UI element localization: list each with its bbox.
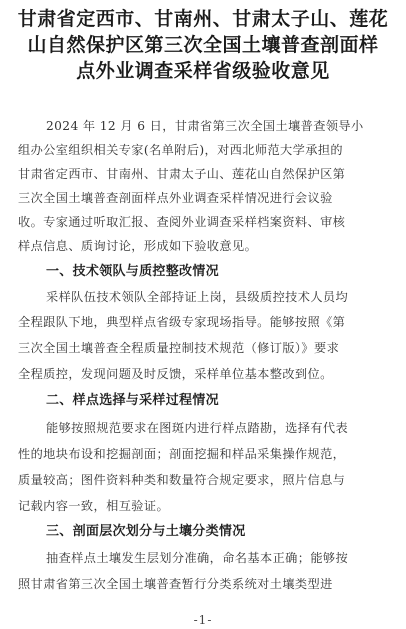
page-number: -1- (193, 613, 213, 627)
intro-line: 甘肃省定西市、甘南州、甘肃太子山、莲花山自然保护区第 (18, 167, 346, 181)
section-line: 照甘肃省第三次全国土壤普查暂行分类系统对土壤类型进 (18, 577, 333, 591)
intro-line: 组办公室组织相关专家(名单附后)，对西北师范大学承担的 (18, 143, 343, 157)
section-line: 三次全国土壤普查全程质量控制技术规范（修订版）》要求 (18, 341, 340, 355)
intro-line: 2024 年 12 月 6 日，甘肃省第三次全国土壤普查领导小 (46, 119, 364, 133)
title-line: 点外业调查采样省级验收意见 (76, 60, 330, 82)
intro-line: 收。专家通过听取汇报、查阅外业调查采样档案资料、审核 (18, 215, 346, 229)
section-heading: 三、剖面层次划分与土壤分类情况 (46, 524, 246, 539)
section-line: 全程质控，发现问题及时反馈，采样单位基本整改到位。 (18, 367, 333, 381)
section-line: 抽查样点土壤发生层划分准确，命名基本正确；能够按 (46, 551, 349, 565)
title-line: 山自然保护区第三次全国土壤普查剖面样 (27, 34, 379, 56)
section-line: 质量较高；图件资料种类和数量符合规定要求，照片信息与 (18, 473, 346, 487)
section-line: 性的地块布设和挖掘剖面；剖面挖掘和样品采集操作规范， (18, 447, 346, 461)
section-line: 全程跟队下地，典型样点省级专家现场指导。能够按照《第 (18, 315, 346, 329)
section-heading: 一、技术领队与质控整改情况 (46, 264, 219, 279)
section-line: 能够按照规范要求在图斑内进行样点踏勘，选择有代表 (46, 421, 349, 435)
section-heading: 二、样点选择与采样过程情况 (46, 393, 219, 408)
intro-line: 样点信息、质询讨论，形成如下验收意见。 (18, 239, 258, 253)
section-line: 记载内容一致，相互验证。 (18, 499, 170, 513)
document-title (16, 6, 390, 84)
intro-line: 三次全国土壤普查剖面样点外业调查采样情况进行会议验 (18, 191, 333, 205)
section-line: 采样队伍技术领队全部持证上岗，县级质控技术人员均 (46, 290, 349, 304)
title-line: 甘肃省定西市、甘南州、甘肃太子山、莲花 (17, 8, 389, 30)
